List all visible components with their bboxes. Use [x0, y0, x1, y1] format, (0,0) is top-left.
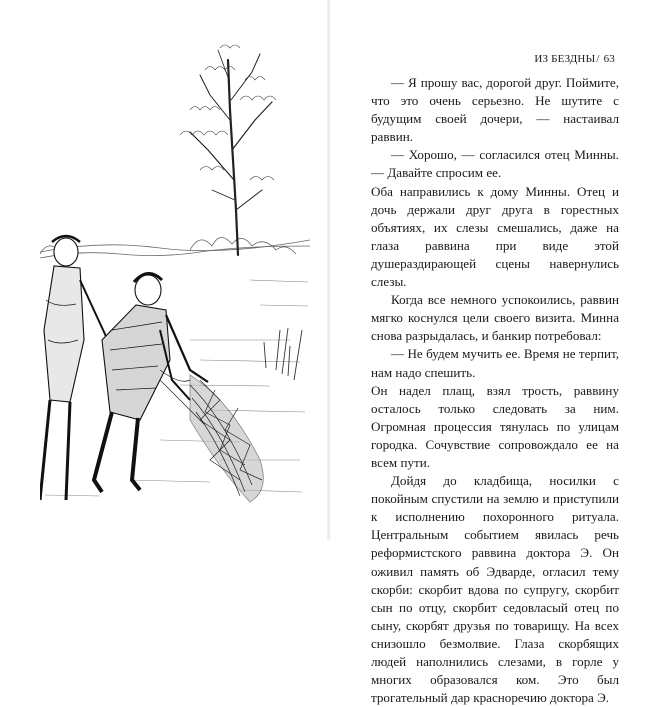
paragraph: Когда все немного успокоились, раввин мягко коснулся цели своего визита. Минна снова разрыдалась, и банкир потребовал: — [371, 292, 619, 344]
illustration-fishermen-net — [40, 40, 310, 510]
paragraph: Он надел плащ, взял трость, раввину осталось только следовать за ним. Огромная процессия тянулась по улицам городка. Сочувствие сопровождало ее на всем пути. — [371, 382, 619, 470]
paragraph: Дойдя до кладбища, носилки с покойным спустили на землю и приступили к исполнению похоронного ритуала. Центральным событием явилась речь реформистского раввина доктора Э. Он оживил память об Эдварде, огласил тему скорби: скорбит вдова по супругу, скорбит сын по отцу, скорбит седовласый отец по сыну, скорбят друзья по товарищу. На всех снизошло безмолвие. Глаза скорбящих людей наполнились слезами, в горле у многих образовался ком. Это был трогательный дар красноречию доктора Э. — [371, 473, 619, 706]
paragraph: — Не будем мучить ее. Время не терпит, нам надо спешить. — [371, 346, 619, 380]
paragraph: Оба направились к дому Минны. Отец и дочь держали друг друга в горестных объятиях, их слезы смешались, даже на глаза раввина при виде этой душераздирающей сцены навернулись слезы. — [371, 183, 619, 290]
body-text — [371, 74, 619, 707]
running-head-separator: / — [596, 53, 600, 65]
running-head — [534, 53, 615, 65]
left-page — [0, 0, 330, 540]
running-head-title: ИЗ БЕЗДНЫ — [534, 53, 596, 65]
paragraph: — Хорошо, — согласился отец Минны. — Давайте спросим ее. — [371, 147, 619, 181]
paragraph: — Я прошу вас, дорогой друг. Поймите, что это очень серьезно. Не шутите с будущим своей дочери, — настаивал раввин. — [371, 75, 619, 145]
page-number: 63 — [603, 53, 615, 65]
